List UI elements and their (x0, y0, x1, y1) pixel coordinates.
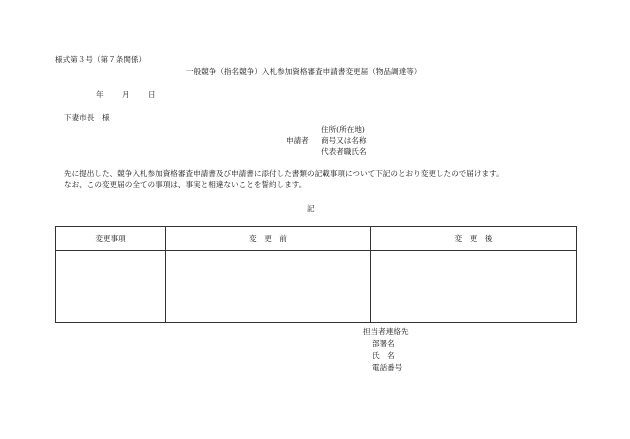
applicant-representative-label: 代表者職氏名 (321, 147, 367, 156)
contact-name-label: 氏 名 (372, 351, 395, 360)
contact-title: 担当者連絡先 (363, 327, 409, 336)
ki-heading: 記 (307, 204, 315, 213)
applicant-label: 申請者 (286, 136, 309, 145)
body-paragraph-1: 先に提出した、競争入札参加資格審査申請書及び申請書に添付した書類の記載事項について下記のとおり変更したので届けます。 (64, 169, 504, 178)
document-title: 一般競争（指名競争）入札参加資格審査申請書変更届（物品調達等） (186, 67, 422, 76)
header-after-change: 変 更 後 (371, 227, 577, 251)
addressee: 下妻市長 様 (64, 113, 110, 122)
cell-after-change (371, 251, 577, 323)
change-table (55, 226, 577, 323)
header-change-item: 変更事項 (56, 227, 166, 251)
form-number: 様式第３号（第７条関係） (55, 55, 147, 64)
cell-before-change (166, 251, 371, 323)
contact-phone-label: 電話番号 (372, 363, 403, 372)
change-table-row (56, 251, 577, 323)
cell-change-item (56, 251, 166, 323)
date-month-label: 月 (122, 90, 130, 99)
header-before-change: 変 更 前 (166, 227, 371, 251)
applicant-address-label: 住所(所在地) (321, 125, 365, 134)
applicant-company-name-label: 商号又は名称 (321, 136, 367, 145)
body-paragraph-2: なお、この変更届の全ての事項は、事実と相違ないことを誓約します。 (64, 180, 307, 189)
date-row (96, 91, 156, 99)
date-day-label: 日 (148, 90, 156, 99)
date-year-label: 年 (96, 90, 104, 99)
contact-department-label: 部署名 (372, 339, 395, 348)
change-table-header-row (56, 227, 577, 251)
